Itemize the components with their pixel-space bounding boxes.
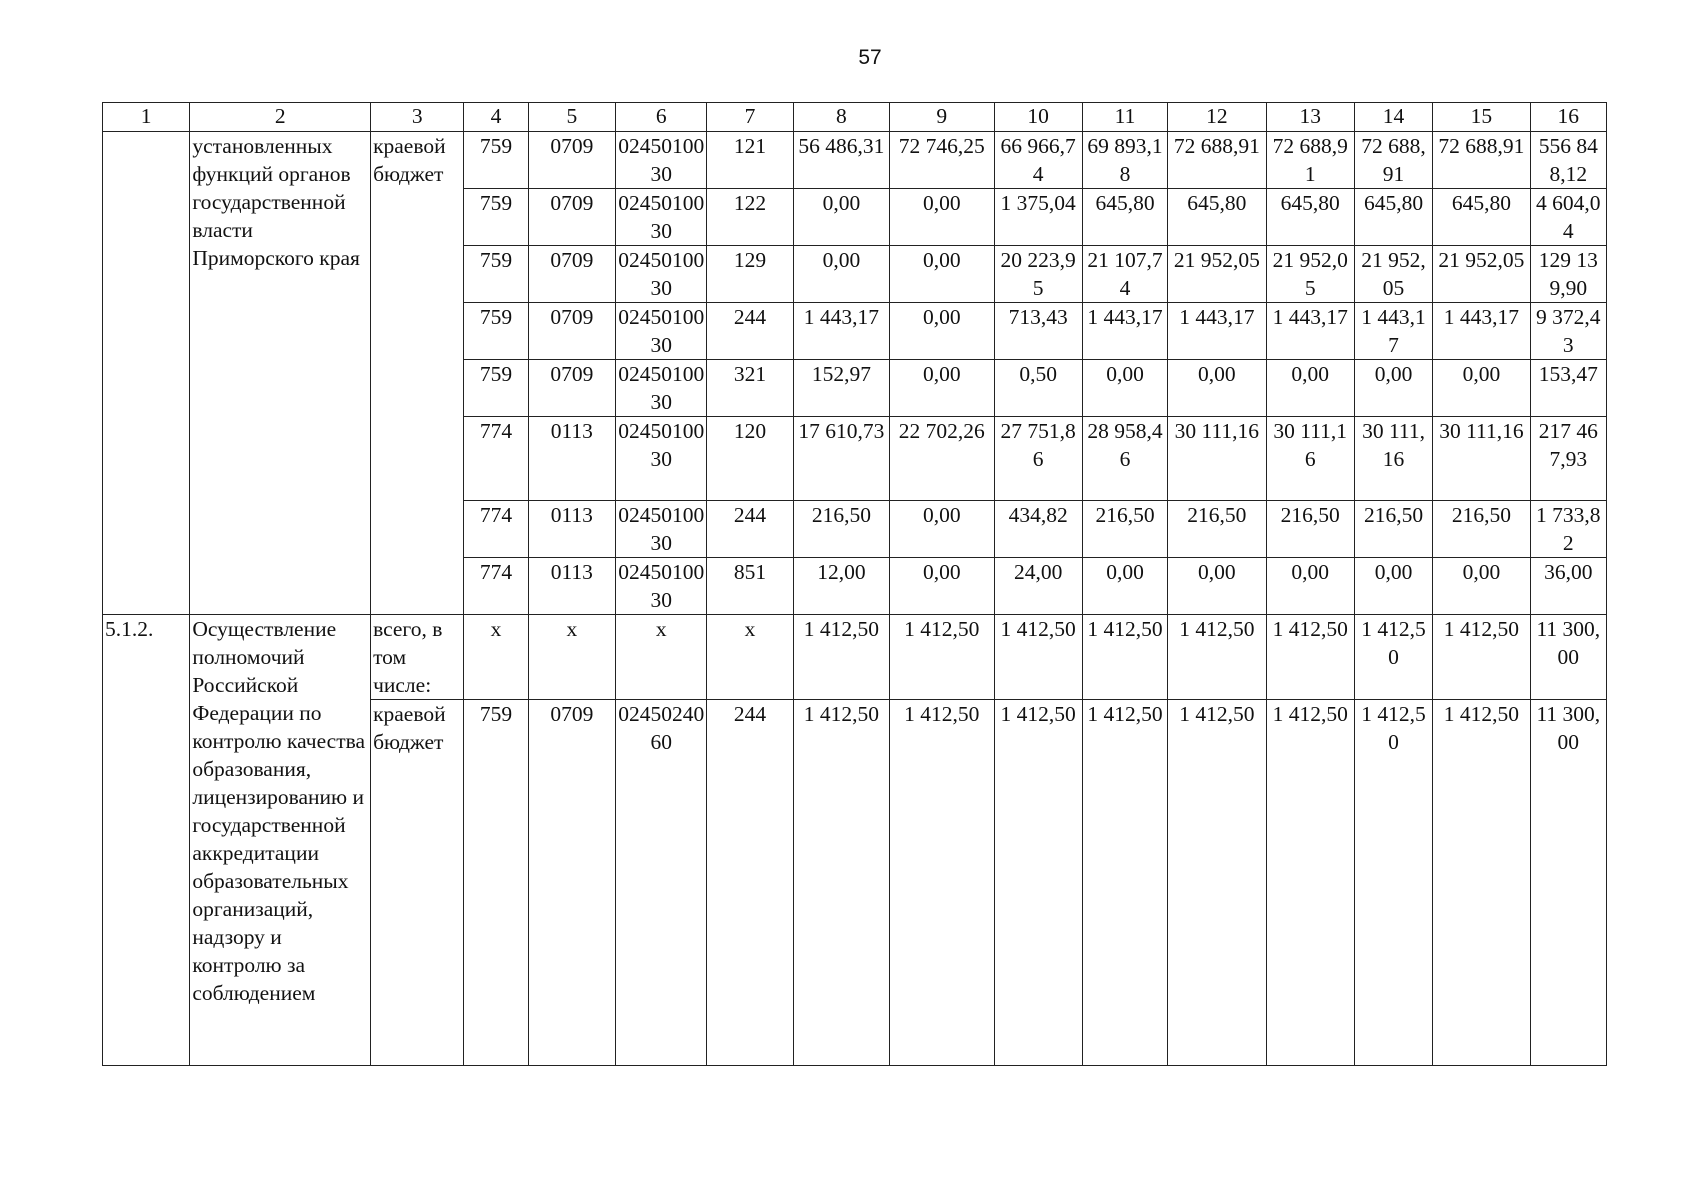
table-cell: 72 688,91 [1354,132,1432,189]
table-cell: 0,00 [1266,558,1354,615]
table-cell: 1 443,17 [1433,303,1530,360]
table-cell: 4 604,04 [1530,189,1606,246]
table-cell: x [616,615,707,700]
column-header: 1 [103,103,190,132]
table-cell: 0245010030 [616,501,707,558]
table-cell: 1 412,50 [793,700,889,1066]
table-cell: 1 443,17 [1082,303,1167,360]
table-cell: 759 [464,303,528,360]
table-cell: 72 688,91 [1266,132,1354,189]
table-cell: 129 [707,246,793,303]
table-cell: 1 412,50 [1082,615,1167,700]
table-cell: 774 [464,417,528,501]
table-cell: 0,00 [1433,558,1530,615]
column-header: 16 [1530,103,1606,132]
table-cell: 0245010030 [616,189,707,246]
table-cell: 1 412,50 [1266,700,1354,1066]
table-cell: 0,00 [793,246,889,303]
table-cell: 1 412,50 [1433,615,1530,700]
table-cell: 129 139,90 [1530,246,1606,303]
table-cell: 645,80 [1168,189,1266,246]
table-cell: 0245010030 [616,558,707,615]
funding-source: всего, в том числе: [371,615,464,700]
table-cell: 216,50 [1266,501,1354,558]
table-cell: x [464,615,528,700]
table-cell: 0,00 [1082,558,1167,615]
table-cell: 774 [464,558,528,615]
table-cell: 0709 [528,246,615,303]
table-cell: 645,80 [1082,189,1167,246]
table-cell: 1 443,17 [793,303,889,360]
table-cell: 21 952,05 [1168,246,1266,303]
table-cell: 1 412,50 [793,615,889,700]
table-cell: 0,00 [890,558,994,615]
table-cell: 0,00 [1354,360,1432,417]
table-cell: 1 412,50 [1082,700,1167,1066]
table-cell: 1 412,50 [1266,615,1354,700]
table-cell: 120 [707,417,793,501]
page-number: 57 [858,46,882,69]
table-row [103,132,1607,189]
table-cell: 244 [707,501,793,558]
table-cell: 153,47 [1530,360,1606,417]
table-cell: 0245010030 [616,132,707,189]
table-cell: 1 412,50 [890,615,994,700]
item-description: Осуществление полномочий Российской Федерации по контролю качества образования, лицензированию и государственной аккредитации образовательных организаций, надзору и контролю за соблюдением [190,615,371,1066]
table-row [103,615,1607,700]
table-cell: 244 [707,700,793,1066]
table-cell: 27 751,86 [994,417,1082,501]
column-header: 11 [1082,103,1167,132]
table-cell: 216,50 [1082,501,1167,558]
column-header: 15 [1433,103,1530,132]
table-cell: 0113 [528,417,615,501]
column-header: 10 [994,103,1082,132]
table-cell: 0113 [528,558,615,615]
table-cell: 17 610,73 [793,417,889,501]
table-cell: 28 958,46 [1082,417,1167,501]
table-cell: 72 746,25 [890,132,994,189]
table-cell: 1 412,50 [994,700,1082,1066]
table-cell: 1 443,17 [1266,303,1354,360]
item-number-cell [103,132,190,615]
table-cell: 21 107,74 [1082,246,1167,303]
table-cell: 0,00 [890,303,994,360]
table-cell: 21 952,05 [1266,246,1354,303]
column-header: 6 [616,103,707,132]
table-cell: 12,00 [793,558,889,615]
table-cell: 645,80 [1354,189,1432,246]
table-cell: 0,00 [1082,360,1167,417]
table-cell: 216,50 [1354,501,1432,558]
table-cell: 759 [464,189,528,246]
table-cell: 69 893,18 [1082,132,1167,189]
budget-table [102,102,1607,1066]
table-cell: 0245010030 [616,303,707,360]
table-cell: 1 412,50 [1354,700,1432,1066]
table-cell: 66 966,74 [994,132,1082,189]
table-cell: 72 688,91 [1168,132,1266,189]
table-cell: 434,82 [994,501,1082,558]
header-row [103,103,1607,132]
table-cell: 0,00 [890,246,994,303]
item-description: установленных функций органов государственной власти Приморского края [190,132,371,615]
table-cell: 645,80 [1266,189,1354,246]
table-cell: 216,50 [1168,501,1266,558]
column-header: 3 [371,103,464,132]
table-cell: 0,00 [890,501,994,558]
table-cell: 0,00 [890,189,994,246]
funding-source: краевой бюджет [371,700,464,1066]
table-cell: 0,00 [1433,360,1530,417]
column-header: 14 [1354,103,1432,132]
table-cell: 0709 [528,303,615,360]
table-cell: 0245010030 [616,360,707,417]
item-number: 5.1.2. [103,615,190,1066]
table-cell: 121 [707,132,793,189]
table-cell: x [528,615,615,700]
table-cell: 1 412,50 [994,615,1082,700]
table-cell: 72 688,91 [1433,132,1530,189]
table-cell: 56 486,31 [793,132,889,189]
table-cell: 30 111,16 [1168,417,1266,501]
funding-source: краевой бюджет [371,132,464,615]
table-cell: 0709 [528,360,615,417]
table-cell: 217 467,93 [1530,417,1606,501]
table-cell: 0709 [528,189,615,246]
table-cell: 0,00 [1266,360,1354,417]
table-cell: 30 111,16 [1354,417,1432,501]
table-cell: 774 [464,501,528,558]
table-cell: 152,97 [793,360,889,417]
table-cell: 1 412,50 [1354,615,1432,700]
table-cell: 216,50 [1433,501,1530,558]
table-cell: 9 372,43 [1530,303,1606,360]
table-cell: 22 702,26 [890,417,994,501]
table-cell: 1 412,50 [1168,615,1266,700]
table-cell: 759 [464,246,528,303]
table-cell: 1 412,50 [1433,700,1530,1066]
table-cell: 713,43 [994,303,1082,360]
table-cell: 21 952,05 [1433,246,1530,303]
table-cell: 0245024060 [616,700,707,1066]
table-cell: 0,00 [1168,360,1266,417]
table-cell: 851 [707,558,793,615]
table-cell: 0709 [528,132,615,189]
table-cell: 11 300,00 [1530,700,1606,1066]
table-cell: 759 [464,132,528,189]
table-cell: 556 848,12 [1530,132,1606,189]
table-cell: 1 733,82 [1530,501,1606,558]
column-header: 7 [707,103,793,132]
table-cell: 1 412,50 [890,700,994,1066]
table-cell: 645,80 [1433,189,1530,246]
table-cell: 30 111,16 [1433,417,1530,501]
table-cell: 0,50 [994,360,1082,417]
column-header: 2 [190,103,371,132]
table-cell: 0245010030 [616,246,707,303]
table-cell: 759 [464,360,528,417]
table-cell: 1 443,17 [1354,303,1432,360]
table-cell: x [707,615,793,700]
column-header: 12 [1168,103,1266,132]
table-cell: 1 375,04 [994,189,1082,246]
table-cell: 1 443,17 [1168,303,1266,360]
column-header: 13 [1266,103,1354,132]
table-cell: 216,50 [793,501,889,558]
table-cell: 11 300,00 [1530,615,1606,700]
column-header: 5 [528,103,615,132]
table-cell: 0,00 [1168,558,1266,615]
table-cell: 0,00 [1354,558,1432,615]
table-cell: 759 [464,700,528,1066]
table-cell: 0709 [528,700,615,1066]
table-cell: 0245010030 [616,417,707,501]
table-cell: 244 [707,303,793,360]
table-cell: 24,00 [994,558,1082,615]
table-cell: 21 952,05 [1354,246,1432,303]
table-cell: 321 [707,360,793,417]
table-cell: 0113 [528,501,615,558]
table-cell: 36,00 [1530,558,1606,615]
table-cell: 122 [707,189,793,246]
column-header: 4 [464,103,528,132]
table-cell: 1 412,50 [1168,700,1266,1066]
table-cell: 0,00 [890,360,994,417]
table-cell: 20 223,95 [994,246,1082,303]
column-header: 8 [793,103,889,132]
column-header: 9 [890,103,994,132]
table-cell: 30 111,16 [1266,417,1354,501]
table-cell: 0,00 [793,189,889,246]
